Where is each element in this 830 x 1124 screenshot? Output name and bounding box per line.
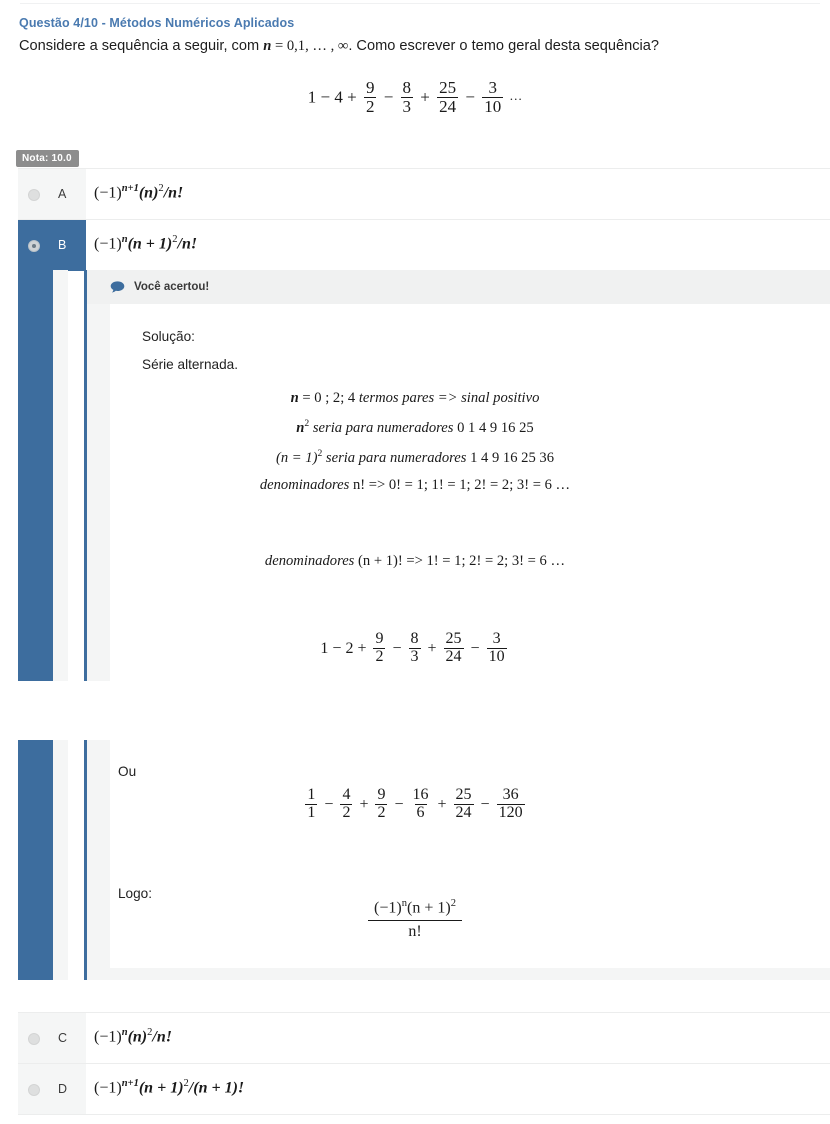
option-row-a[interactable] xyxy=(18,168,830,219)
fraction xyxy=(401,79,414,116)
fraction-numerator: 3 xyxy=(492,630,501,647)
option-gutter xyxy=(18,169,86,220)
sequence-equation: 1 − 4 + $\frac{9}{2}$ − $\frac{8}{3}$ + $\frac{25}{24}$ − $\frac{3}{10}$ … xyxy=(307,78,523,116)
final-fraction xyxy=(368,898,462,941)
ou-label: Ou xyxy=(118,764,137,779)
radio-icon[interactable] xyxy=(28,1033,40,1045)
fraction-denominator: n! xyxy=(368,920,462,941)
fraction-numerator: 9 xyxy=(375,630,384,647)
fraction-denominator: 3 xyxy=(410,647,419,665)
radio-icon[interactable] xyxy=(28,189,40,201)
option-letter: D xyxy=(58,1081,68,1096)
option-formula-c: $(-1)^n(n)^2/n$! xyxy=(94,1027,172,1046)
radio-icon[interactable] xyxy=(28,1084,40,1096)
option-formula-b: $(-1)^n(n + 1)^2/n$! xyxy=(94,234,198,253)
fraction xyxy=(364,79,377,116)
option-letter: C xyxy=(58,1030,68,1045)
selected-option-bar-bottom xyxy=(18,740,53,980)
selected-option-bar-backdrop-bottom xyxy=(53,740,68,980)
fraction xyxy=(373,631,385,666)
fraction-numerator: 1 xyxy=(307,786,316,803)
fraction xyxy=(454,787,474,822)
fraction xyxy=(305,787,317,822)
fraction-denominator: 120 xyxy=(498,803,523,821)
prompt-variable: n xyxy=(263,38,272,54)
option-formula-d: $(-1)^{n+1}(n + 1)^2/(n + 1)$! xyxy=(94,1078,245,1097)
speech-bubble-icon xyxy=(110,281,125,293)
fraction-numerator: 8 xyxy=(410,630,419,647)
prompt-text-before: Considere a sequência a seguir, com xyxy=(19,38,264,54)
fraction-denominator: 24 xyxy=(455,803,472,821)
explanation-equation-final xyxy=(0,898,830,941)
fraction-denominator: 2 xyxy=(342,803,351,821)
fraction-numerator: 3 xyxy=(488,78,497,97)
fraction-denominator: 1 xyxy=(307,803,316,821)
fraction-denominator: 6 xyxy=(416,803,425,821)
solution-label: Solução: xyxy=(142,329,195,344)
feedback-header-label: Você acertou! xyxy=(134,281,210,293)
fraction xyxy=(437,79,458,116)
option-row-d[interactable] xyxy=(18,1063,830,1114)
fraction-numerator: 9 xyxy=(377,786,386,803)
bottom-divider xyxy=(18,1114,830,1115)
fraction-denominator: 2 xyxy=(365,96,375,116)
explanation-line-5: denominadores (n + 1)! => 1! = 1; 2! = 2; 3! = 6 … xyxy=(264,553,566,569)
fraction-numerator: 25 xyxy=(445,630,462,647)
fraction-numerator: $(-1)^n(n + 1)^2$ xyxy=(374,898,456,917)
explanation-line-1: n = 0 ; 2; 4 termos pares => sinal positivo xyxy=(290,390,540,406)
fraction-numerator: 4 xyxy=(342,786,351,803)
radio-icon[interactable] xyxy=(28,240,40,252)
explanation-equation-ou: $\frac{1}{1}$ − $\frac{4}{2}$ + $\frac{9}{2}$ − $\frac{16}{6}$ + $\frac{25}{24}$ − $\frac{36}{120}$ xyxy=(307,786,523,821)
option-gutter xyxy=(18,1013,86,1064)
option-row-b[interactable] xyxy=(18,219,830,270)
option-row-c[interactable] xyxy=(18,1012,830,1063)
fraction xyxy=(487,631,507,666)
fraction-denominator: 24 xyxy=(445,647,462,665)
option-formula-a: $(-1)^{n+1}(n)^2/n$! xyxy=(94,183,184,202)
page-title: Questão 4/10 - Métodos Numéricos Aplicados xyxy=(19,16,295,30)
fraction-numerator: 25 xyxy=(439,78,457,97)
option-gutter xyxy=(18,220,86,271)
fraction-numerator: 16 xyxy=(412,786,429,803)
fraction xyxy=(409,631,421,666)
option-letter: B xyxy=(58,237,67,252)
explanation-line-4: denominadores n! => 0! = 1; 1! = 1; 2! = 2; 3! = 6 … xyxy=(259,477,571,493)
selected-option-bar-top xyxy=(18,270,53,681)
fraction-denominator: 3 xyxy=(402,96,412,116)
fraction-numerator: 9 xyxy=(365,78,375,97)
fraction-denominator: 2 xyxy=(375,647,384,665)
option-gutter xyxy=(18,1064,86,1115)
explanation-line-3: (n = 1)$^2$ seria para numeradores 1 4 9 16 25 36 xyxy=(275,448,555,466)
prompt-text-after: . Como escrever o temo geral desta sequência? xyxy=(348,38,660,54)
fraction xyxy=(340,787,352,822)
fraction-numerator: 36 xyxy=(502,786,519,803)
fraction xyxy=(411,787,431,822)
top-divider xyxy=(20,3,820,4)
prompt-range: = 0,1, … , ∞ xyxy=(271,38,349,54)
selected-option-bar-backdrop-top xyxy=(53,270,68,681)
fraction-denominator: 10 xyxy=(488,647,505,665)
fraction xyxy=(497,787,525,822)
fraction xyxy=(482,79,503,116)
fraction-denominator: 24 xyxy=(439,96,457,116)
option-letter: A xyxy=(58,186,67,201)
fraction-denominator: 10 xyxy=(484,96,502,116)
question-prompt xyxy=(19,38,659,55)
fraction-numerator: 8 xyxy=(402,78,412,97)
series-label: Série alternada. xyxy=(142,357,238,372)
logo-label: Logo: xyxy=(118,886,153,901)
fraction-numerator: 25 xyxy=(455,786,472,803)
fraction xyxy=(375,787,387,822)
fraction-denominator: 2 xyxy=(377,803,386,821)
fraction xyxy=(444,631,464,666)
explanation-line-2: $n^2$ seria para numeradores 0 1 4 9 16 25 xyxy=(296,418,534,436)
grade-badge: Nota: 10.0 xyxy=(16,150,79,167)
feedback-header xyxy=(84,270,830,304)
explanation-equation-b: 1 − 2 + $\frac{9}{2}$ − $\frac{8}{3}$ + $\frac{25}{24}$ − $\frac{3}{10}$ xyxy=(320,630,505,665)
